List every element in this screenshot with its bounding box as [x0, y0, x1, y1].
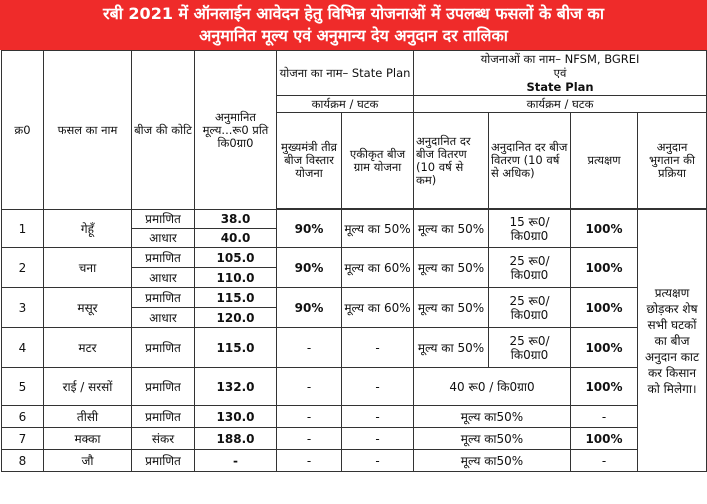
row-sn: 4	[2, 328, 44, 368]
row-price: 110.0	[195, 268, 277, 288]
row-merged-subsidy: मूल्य का50%	[414, 428, 571, 450]
row-price: 115.0	[195, 288, 277, 308]
row-seed-class: प्रमाणित	[132, 450, 195, 472]
table-row	[2, 368, 707, 406]
table-row	[2, 428, 707, 450]
table-row	[2, 210, 707, 229]
row-subsidized-gt10: 25 रू0/ कि0ग्रा0	[489, 328, 571, 368]
row-price: 120.0	[195, 308, 277, 328]
row-ebgy: -	[342, 406, 414, 428]
row-subsidized-gt10: 15 रू0/ कि0ग्रा0	[489, 210, 571, 248]
row-subsidized-lt10: मूल्य का 50%	[414, 210, 489, 248]
row-price: 188.0	[195, 428, 277, 450]
header-subsidized-gt10: अनुदानित दर बीज वितरण (10 वर्ष से अधिक)	[489, 113, 571, 209]
table-row	[2, 328, 707, 368]
row-seed-class: आधार	[132, 229, 195, 248]
row-direct: 100%	[571, 328, 638, 368]
row-merged-subsidy: मूल्य का50%	[414, 450, 571, 472]
row-merged-subsidy: 40 रू0 / कि0ग्रा0	[414, 368, 571, 406]
row-sn: 8	[2, 450, 44, 472]
title-line-1: रबी 2021 में ऑनलाईन आवेदन हेतु विभिन्न योजनाओं में उपलब्ध फसलों के बीज का	[103, 4, 604, 23]
row-mmtbvy: 90%	[277, 210, 342, 248]
row-subsidized-lt10: मूल्य का 50%	[414, 248, 489, 288]
header-direct: प्रत्यक्षण	[571, 113, 638, 209]
row-mmtbvy: -	[277, 328, 342, 368]
header-mmtbvy: मुख्यमंत्री तीव्र बीज विस्तार योजना	[277, 113, 342, 209]
row-seed-class: संकर	[132, 428, 195, 450]
header-scheme-nfsm-line-2: एवं	[553, 66, 567, 80]
row-direct: 100%	[571, 288, 638, 328]
header-sn: क्र0	[2, 51, 44, 210]
row-ebgy: मूल्य का 50%	[342, 210, 414, 248]
row-sn: 7	[2, 428, 44, 450]
row-price: 105.0	[195, 248, 277, 268]
row-sn: 1	[2, 210, 44, 248]
title-line-2: अनुमानित मूल्य एवं अनुमान्य देय अनुदान दर तालिका	[199, 26, 508, 45]
row-direct: -	[571, 450, 638, 472]
row-subsidized-gt10: 25 रू0/ कि0ग्रा0	[489, 248, 571, 288]
row-crop: गेहूँ	[44, 210, 132, 248]
row-seed-class: प्रमाणित	[132, 288, 195, 308]
row-direct: -	[571, 406, 638, 428]
row-direct: 100%	[571, 428, 638, 450]
row-ebgy: -	[342, 328, 414, 368]
row-seed-class: प्रमाणित	[132, 328, 195, 368]
row-ebgy: मूल्य का 60%	[342, 288, 414, 328]
row-sn: 5	[2, 368, 44, 406]
header-crop: फसल का नाम	[44, 51, 132, 210]
payment-process-cell: प्रत्यक्षण छोड़कर शेष सभी घटकों का बीज अनुदान काट कर किसान को मिलेगा।	[638, 210, 707, 472]
row-seed-class: आधार	[132, 268, 195, 288]
row-seed-class: आधार	[132, 308, 195, 328]
row-mmtbvy: -	[277, 428, 342, 450]
subsidy-table-sheet	[0, 50, 707, 504]
header-scheme-nfsm-line-3: State Plan	[526, 80, 594, 94]
header-payment-process: अनुदान भुगतान की प्रक्रिया	[638, 113, 707, 209]
row-sn: 3	[2, 288, 44, 328]
row-direct: 100%	[571, 248, 638, 288]
row-price: 130.0	[195, 406, 277, 428]
row-mmtbvy: 90%	[277, 288, 342, 328]
row-mmtbvy: -	[277, 406, 342, 428]
row-price: 132.0	[195, 368, 277, 406]
row-sn: 6	[2, 406, 44, 428]
header-programme-2: कार्यक्रम / घटक	[414, 96, 707, 113]
row-crop: चना	[44, 248, 132, 288]
row-mmtbvy: 90%	[277, 248, 342, 288]
row-price: 115.0	[195, 328, 277, 368]
row-direct: 100%	[571, 210, 638, 248]
header-ebgy: एकीकृत बीज ग्राम योजना	[342, 113, 414, 209]
row-seed-class: प्रमाणित	[132, 210, 195, 229]
row-crop: मटर	[44, 328, 132, 368]
header-scheme-nfsm	[414, 51, 707, 96]
subsidy-rate-table	[1, 50, 707, 472]
header-scheme-state-plan: योजना का नाम– State Plan	[277, 51, 414, 96]
row-crop: जौ	[44, 450, 132, 472]
header-scheme-nfsm-line-1: योजनाओं का नाम– NFSM, BGREI	[480, 52, 640, 66]
row-subsidized-gt10: 25 रू0/ कि0ग्रा0	[489, 288, 571, 328]
header-seed-class: बीज की कोटि	[132, 51, 195, 210]
row-ebgy: -	[342, 450, 414, 472]
row-sn: 2	[2, 248, 44, 288]
row-mmtbvy: -	[277, 450, 342, 472]
row-price: -	[195, 450, 277, 472]
row-crop: मसूर	[44, 288, 132, 328]
row-seed-class: प्रमाणित	[132, 248, 195, 268]
row-subsidized-lt10: मूल्य का 50%	[414, 288, 489, 328]
row-ebgy: मूल्य का 60%	[342, 248, 414, 288]
row-crop: राई / सरसों	[44, 368, 132, 406]
header-subsidized-lt10: अनुदानित दर बीज वितरण (10 वर्ष से कम)	[414, 113, 489, 209]
table-row	[2, 406, 707, 428]
row-price: 38.0	[195, 210, 277, 229]
row-merged-subsidy: मूल्य का50%	[414, 406, 571, 428]
title-banner	[0, 0, 707, 50]
row-crop: मक्का	[44, 428, 132, 450]
row-price: 40.0	[195, 229, 277, 248]
row-subsidized-lt10: मूल्य का 50%	[414, 328, 489, 368]
table-row	[2, 248, 707, 268]
header-price: अनुमानित मूल्य...रू0 प्रति कि0ग्रा0	[195, 51, 277, 210]
row-seed-class: प्रमाणित	[132, 368, 195, 406]
row-ebgy: -	[342, 368, 414, 406]
row-seed-class: प्रमाणित	[132, 406, 195, 428]
table-row	[2, 288, 707, 308]
row-mmtbvy: -	[277, 368, 342, 406]
table-row	[2, 450, 707, 472]
row-direct: 100%	[571, 368, 638, 406]
header-programme-1: कार्यक्रम / घटक	[277, 96, 414, 113]
row-crop: तीसी	[44, 406, 132, 428]
row-ebgy: -	[342, 428, 414, 450]
